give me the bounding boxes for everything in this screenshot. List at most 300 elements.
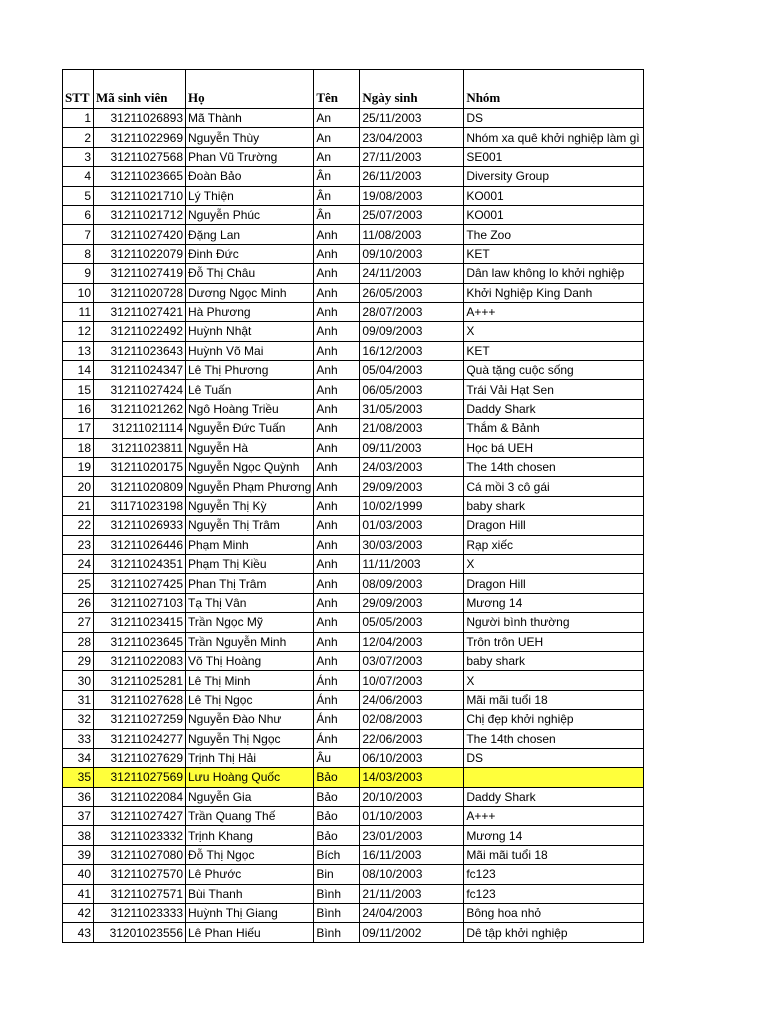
- cell-birth-date[interactable]: 27/11/2003: [360, 147, 464, 166]
- cell-birth-date[interactable]: 09/10/2003: [360, 244, 464, 263]
- cell-first-name[interactable]: Anh: [314, 632, 360, 651]
- cell-birth-date[interactable]: 21/08/2003: [360, 419, 464, 438]
- cell-first-name[interactable]: An: [314, 109, 360, 128]
- cell-first-name[interactable]: Bình: [314, 904, 360, 923]
- cell-first-name[interactable]: Anh: [314, 458, 360, 477]
- cell-last-name[interactable]: Lý Thiện: [186, 186, 314, 205]
- cell-group[interactable]: DS: [464, 748, 644, 767]
- cell-birth-date[interactable]: 16/12/2003: [360, 341, 464, 360]
- table-row[interactable]: [63, 438, 644, 457]
- cell-stt[interactable]: 5: [63, 186, 94, 205]
- cell-first-name[interactable]: An: [314, 147, 360, 166]
- cell-student-id[interactable]: 31211027629: [94, 748, 186, 767]
- cell-student-id[interactable]: 31211024347: [94, 361, 186, 380]
- cell-stt[interactable]: 31: [63, 690, 94, 709]
- cell-student-id[interactable]: 31211022079: [94, 244, 186, 263]
- table-row[interactable]: [63, 244, 644, 263]
- cell-group[interactable]: Trái Vải Hạt Sen: [464, 380, 644, 399]
- cell-last-name[interactable]: Lưu Hoàng Quốc: [186, 768, 314, 787]
- cell-stt[interactable]: 4: [63, 167, 94, 186]
- table-row[interactable]: [63, 807, 644, 826]
- cell-group[interactable]: Daddy Shark: [464, 399, 644, 418]
- cell-birth-date[interactable]: 21/11/2003: [360, 884, 464, 903]
- cell-first-name[interactable]: Anh: [314, 302, 360, 321]
- cell-group[interactable]: Mương 14: [464, 826, 644, 845]
- cell-group[interactable]: Khởi Nghiệp King Danh: [464, 283, 644, 302]
- table-row[interactable]: [63, 128, 644, 147]
- table-row[interactable]: [63, 302, 644, 321]
- table-row[interactable]: [63, 787, 644, 806]
- cell-stt[interactable]: 35: [63, 768, 94, 787]
- cell-stt[interactable]: 21: [63, 496, 94, 515]
- cell-stt[interactable]: 42: [63, 904, 94, 923]
- cell-first-name[interactable]: Ân: [314, 205, 360, 224]
- cell-stt[interactable]: 1: [63, 109, 94, 128]
- cell-birth-date[interactable]: 20/10/2003: [360, 787, 464, 806]
- cell-stt[interactable]: 7: [63, 225, 94, 244]
- cell-first-name[interactable]: Anh: [314, 574, 360, 593]
- table-row[interactable]: [63, 109, 644, 128]
- table-row[interactable]: [63, 845, 644, 864]
- cell-student-id[interactable]: 31211025281: [94, 671, 186, 690]
- cell-last-name[interactable]: Phạm Thị Kiều: [186, 554, 314, 573]
- cell-last-name[interactable]: Trịnh Thị Hải: [186, 748, 314, 767]
- cell-first-name[interactable]: Anh: [314, 554, 360, 573]
- cell-student-id[interactable]: 31201023556: [94, 923, 186, 942]
- cell-birth-date[interactable]: 08/09/2003: [360, 574, 464, 593]
- table-row[interactable]: [63, 399, 644, 418]
- cell-student-id[interactable]: 31211022084: [94, 787, 186, 806]
- cell-birth-date[interactable]: 10/02/1999: [360, 496, 464, 515]
- cell-stt[interactable]: 30: [63, 671, 94, 690]
- cell-birth-date[interactable]: 11/11/2003: [360, 554, 464, 573]
- table-row[interactable]: [63, 341, 644, 360]
- cell-student-id[interactable]: 31211027424: [94, 380, 186, 399]
- cell-stt[interactable]: 28: [63, 632, 94, 651]
- table-row[interactable]: [63, 826, 644, 845]
- cell-last-name[interactable]: Đỗ Thị Ngọc: [186, 845, 314, 864]
- cell-stt[interactable]: 14: [63, 361, 94, 380]
- cell-birth-date[interactable]: 10/07/2003: [360, 671, 464, 690]
- cell-stt[interactable]: 18: [63, 438, 94, 457]
- cell-group[interactable]: Trôn trôn UEH: [464, 632, 644, 651]
- cell-birth-date[interactable]: 26/11/2003: [360, 167, 464, 186]
- cell-birth-date[interactable]: 19/08/2003: [360, 186, 464, 205]
- cell-last-name[interactable]: Lê Thị Minh: [186, 671, 314, 690]
- cell-first-name[interactable]: Anh: [314, 341, 360, 360]
- table-row[interactable]: [63, 554, 644, 573]
- cell-group[interactable]: fc123: [464, 884, 644, 903]
- cell-group[interactable]: [464, 768, 644, 787]
- cell-first-name[interactable]: Anh: [314, 477, 360, 496]
- table-row[interactable]: [63, 322, 644, 341]
- table-row[interactable]: [63, 574, 644, 593]
- cell-stt[interactable]: 11: [63, 302, 94, 321]
- table-row[interactable]: [63, 283, 644, 302]
- cell-first-name[interactable]: Anh: [314, 419, 360, 438]
- cell-student-id[interactable]: 31211023665: [94, 167, 186, 186]
- cell-birth-date[interactable]: 09/11/2003: [360, 438, 464, 457]
- cell-last-name[interactable]: Dương Ngọc Minh: [186, 283, 314, 302]
- cell-last-name[interactable]: Lê Phước: [186, 865, 314, 884]
- cell-group[interactable]: Daddy Shark: [464, 787, 644, 806]
- cell-stt[interactable]: 2: [63, 128, 94, 147]
- cell-birth-date[interactable]: 24/06/2003: [360, 690, 464, 709]
- table-row[interactable]: [63, 264, 644, 283]
- cell-last-name[interactable]: Phan Vũ Trường: [186, 147, 314, 166]
- cell-student-id[interactable]: 31211020728: [94, 283, 186, 302]
- table-row[interactable]: [63, 904, 644, 923]
- cell-last-name[interactable]: Trần Ngọc Mỹ: [186, 613, 314, 632]
- table-row[interactable]: [63, 477, 644, 496]
- cell-stt[interactable]: 8: [63, 244, 94, 263]
- cell-first-name[interactable]: Anh: [314, 651, 360, 670]
- cell-student-id[interactable]: 31211024277: [94, 729, 186, 748]
- table-row[interactable]: [63, 225, 644, 244]
- cell-stt[interactable]: 6: [63, 205, 94, 224]
- cell-birth-date[interactable]: 23/04/2003: [360, 128, 464, 147]
- cell-first-name[interactable]: Anh: [314, 438, 360, 457]
- table-row[interactable]: [63, 923, 644, 942]
- table-row[interactable]: [63, 380, 644, 399]
- cell-last-name[interactable]: Nguyễn Phạm Phương: [186, 477, 314, 496]
- cell-first-name[interactable]: Anh: [314, 496, 360, 515]
- cell-last-name[interactable]: Lê Phan Hiếu: [186, 923, 314, 942]
- cell-stt[interactable]: 15: [63, 380, 94, 399]
- cell-first-name[interactable]: Anh: [314, 283, 360, 302]
- cell-first-name[interactable]: Bình: [314, 923, 360, 942]
- cell-group[interactable]: Dragon Hill: [464, 574, 644, 593]
- cell-last-name[interactable]: Nguyễn Thị Ngọc: [186, 729, 314, 748]
- cell-student-id[interactable]: 31211023332: [94, 826, 186, 845]
- cell-first-name[interactable]: Anh: [314, 593, 360, 612]
- cell-birth-date[interactable]: 22/06/2003: [360, 729, 464, 748]
- cell-stt[interactable]: 38: [63, 826, 94, 845]
- cell-student-id[interactable]: 31211027568: [94, 147, 186, 166]
- cell-last-name[interactable]: Đinh Đức: [186, 244, 314, 263]
- cell-stt[interactable]: 25: [63, 574, 94, 593]
- table-row[interactable]: [63, 710, 644, 729]
- cell-last-name[interactable]: Đoàn Bảo: [186, 167, 314, 186]
- table-row[interactable]: [63, 205, 644, 224]
- table-row[interactable]: [63, 535, 644, 554]
- table-row[interactable]: [63, 186, 644, 205]
- cell-student-id[interactable]: 31211020175: [94, 458, 186, 477]
- cell-student-id[interactable]: 31211021710: [94, 186, 186, 205]
- cell-last-name[interactable]: Đặng Lan: [186, 225, 314, 244]
- cell-group[interactable]: Dê tập khởi nghiệp: [464, 923, 644, 942]
- cell-group[interactable]: X: [464, 322, 644, 341]
- cell-group[interactable]: KO001: [464, 186, 644, 205]
- cell-student-id[interactable]: 31211023645: [94, 632, 186, 651]
- cell-birth-date[interactable]: 24/03/2003: [360, 458, 464, 477]
- cell-first-name[interactable]: Anh: [314, 516, 360, 535]
- cell-group[interactable]: baby shark: [464, 496, 644, 515]
- cell-first-name[interactable]: An: [314, 128, 360, 147]
- cell-student-id[interactable]: 31211027569: [94, 768, 186, 787]
- cell-first-name[interactable]: Anh: [314, 380, 360, 399]
- cell-birth-date[interactable]: 30/03/2003: [360, 535, 464, 554]
- cell-student-id[interactable]: 31211026893: [94, 109, 186, 128]
- cell-group[interactable]: Diversity Group: [464, 167, 644, 186]
- cell-group[interactable]: Rạp xiếc: [464, 535, 644, 554]
- cell-group[interactable]: X: [464, 671, 644, 690]
- cell-first-name[interactable]: Ân: [314, 186, 360, 205]
- cell-birth-date[interactable]: 12/04/2003: [360, 632, 464, 651]
- cell-student-id[interactable]: 31211027420: [94, 225, 186, 244]
- cell-student-id[interactable]: 31211027080: [94, 845, 186, 864]
- table-row[interactable]: [63, 865, 644, 884]
- table-row[interactable]: [63, 768, 644, 787]
- cell-first-name[interactable]: Anh: [314, 264, 360, 283]
- cell-last-name[interactable]: Nguyễn Thùy: [186, 128, 314, 147]
- table-row[interactable]: [63, 613, 644, 632]
- cell-first-name[interactable]: Ánh: [314, 710, 360, 729]
- cell-last-name[interactable]: Lê Thị Phương: [186, 361, 314, 380]
- cell-birth-date[interactable]: 06/10/2003: [360, 748, 464, 767]
- cell-birth-date[interactable]: 02/08/2003: [360, 710, 464, 729]
- cell-group[interactable]: Người bình thường: [464, 613, 644, 632]
- cell-first-name[interactable]: Anh: [314, 399, 360, 418]
- cell-group[interactable]: Quà tặng cuộc sống: [464, 361, 644, 380]
- cell-group[interactable]: Dragon Hill: [464, 516, 644, 535]
- cell-student-id[interactable]: 31211027570: [94, 865, 186, 884]
- cell-student-id[interactable]: 31211022083: [94, 651, 186, 670]
- cell-student-id[interactable]: 31171023198: [94, 496, 186, 515]
- cell-first-name[interactable]: Ánh: [314, 690, 360, 709]
- cell-student-id[interactable]: 31211023643: [94, 341, 186, 360]
- cell-group[interactable]: The Zoo: [464, 225, 644, 244]
- table-row[interactable]: [63, 671, 644, 690]
- cell-first-name[interactable]: Bảo: [314, 787, 360, 806]
- cell-stt[interactable]: 41: [63, 884, 94, 903]
- cell-student-id[interactable]: 31211027427: [94, 807, 186, 826]
- cell-stt[interactable]: 20: [63, 477, 94, 496]
- table-row[interactable]: [63, 419, 644, 438]
- table-row[interactable]: [63, 729, 644, 748]
- cell-stt[interactable]: 26: [63, 593, 94, 612]
- cell-last-name[interactable]: Bùi Thanh: [186, 884, 314, 903]
- cell-first-name[interactable]: Bảo: [314, 826, 360, 845]
- cell-student-id[interactable]: 31211026446: [94, 535, 186, 554]
- cell-student-id[interactable]: 31211027425: [94, 574, 186, 593]
- table-row[interactable]: [63, 748, 644, 767]
- cell-last-name[interactable]: Võ Thị Hoàng: [186, 651, 314, 670]
- cell-group[interactable]: DS: [464, 109, 644, 128]
- cell-last-name[interactable]: Đỗ Thị Châu: [186, 264, 314, 283]
- cell-first-name[interactable]: Âu: [314, 748, 360, 767]
- cell-stt[interactable]: 9: [63, 264, 94, 283]
- cell-birth-date[interactable]: 14/03/2003: [360, 768, 464, 787]
- cell-group[interactable]: Thắm & Bảnh: [464, 419, 644, 438]
- cell-group[interactable]: Dân law không lo khởi nghiệp: [464, 264, 644, 283]
- cell-birth-date[interactable]: 05/04/2003: [360, 361, 464, 380]
- cell-student-id[interactable]: 31211027259: [94, 710, 186, 729]
- cell-first-name[interactable]: Bảo: [314, 768, 360, 787]
- cell-birth-date[interactable]: 09/11/2002: [360, 923, 464, 942]
- cell-group[interactable]: Học bá UEH: [464, 438, 644, 457]
- cell-first-name[interactable]: Anh: [314, 535, 360, 554]
- cell-last-name[interactable]: Mã Thành: [186, 109, 314, 128]
- cell-first-name[interactable]: Ân: [314, 167, 360, 186]
- cell-last-name[interactable]: Nguyễn Thị Trâm: [186, 516, 314, 535]
- cell-stt[interactable]: 32: [63, 710, 94, 729]
- cell-stt[interactable]: 23: [63, 535, 94, 554]
- cell-birth-date[interactable]: 05/05/2003: [360, 613, 464, 632]
- cell-stt[interactable]: 40: [63, 865, 94, 884]
- cell-last-name[interactable]: Trần Quang Thế: [186, 807, 314, 826]
- cell-stt[interactable]: 36: [63, 787, 94, 806]
- cell-student-id[interactable]: 31211022492: [94, 322, 186, 341]
- cell-group[interactable]: Mãi mãi tuổi 18: [464, 690, 644, 709]
- cell-stt[interactable]: 17: [63, 419, 94, 438]
- cell-stt[interactable]: 39: [63, 845, 94, 864]
- cell-group[interactable]: Mãi mãi tuổi 18: [464, 845, 644, 864]
- cell-birth-date[interactable]: 11/08/2003: [360, 225, 464, 244]
- table-row[interactable]: [63, 458, 644, 477]
- cell-birth-date[interactable]: 01/03/2003: [360, 516, 464, 535]
- cell-stt[interactable]: 37: [63, 807, 94, 826]
- cell-last-name[interactable]: Nguyễn Hà: [186, 438, 314, 457]
- cell-group[interactable]: X: [464, 554, 644, 573]
- cell-last-name[interactable]: Huỳnh Võ Mai: [186, 341, 314, 360]
- cell-first-name[interactable]: Anh: [314, 225, 360, 244]
- cell-birth-date[interactable]: 24/11/2003: [360, 264, 464, 283]
- cell-stt[interactable]: 24: [63, 554, 94, 573]
- table-row[interactable]: [63, 651, 644, 670]
- cell-student-id[interactable]: 31211020809: [94, 477, 186, 496]
- cell-birth-date[interactable]: 25/11/2003: [360, 109, 464, 128]
- cell-stt[interactable]: 27: [63, 613, 94, 632]
- cell-last-name[interactable]: Ngô Hoàng Triều: [186, 399, 314, 418]
- cell-birth-date[interactable]: 25/07/2003: [360, 205, 464, 224]
- cell-birth-date[interactable]: 16/11/2003: [360, 845, 464, 864]
- cell-group[interactable]: Chị đẹp khởi nghiệp: [464, 710, 644, 729]
- cell-group[interactable]: A+++: [464, 302, 644, 321]
- cell-birth-date[interactable]: 26/05/2003: [360, 283, 464, 302]
- cell-group[interactable]: Nhóm xa quê khởi nghiệp làm gì: [464, 128, 644, 147]
- cell-first-name[interactable]: Anh: [314, 613, 360, 632]
- cell-student-id[interactable]: 31211022969: [94, 128, 186, 147]
- cell-stt[interactable]: 29: [63, 651, 94, 670]
- cell-group[interactable]: Bông hoa nhỏ: [464, 904, 644, 923]
- cell-birth-date[interactable]: 29/09/2003: [360, 593, 464, 612]
- cell-first-name[interactable]: Bảo: [314, 807, 360, 826]
- cell-last-name[interactable]: Nguyễn Đào Như: [186, 710, 314, 729]
- cell-stt[interactable]: 34: [63, 748, 94, 767]
- cell-last-name[interactable]: Nguyễn Đức Tuấn: [186, 419, 314, 438]
- cell-last-name[interactable]: Phạm Minh: [186, 535, 314, 554]
- cell-stt[interactable]: 3: [63, 147, 94, 166]
- cell-last-name[interactable]: Huỳnh Thị Giang: [186, 904, 314, 923]
- cell-stt[interactable]: 19: [63, 458, 94, 477]
- cell-student-id[interactable]: 31211021712: [94, 205, 186, 224]
- cell-last-name[interactable]: Nguyễn Ngọc Quỳnh: [186, 458, 314, 477]
- cell-group[interactable]: fc123: [464, 865, 644, 884]
- cell-student-id[interactable]: 31211023811: [94, 438, 186, 457]
- cell-stt[interactable]: 43: [63, 923, 94, 942]
- cell-first-name[interactable]: Anh: [314, 244, 360, 263]
- cell-student-id[interactable]: 31211027571: [94, 884, 186, 903]
- cell-student-id[interactable]: 31211027419: [94, 264, 186, 283]
- cell-student-id[interactable]: 31211027628: [94, 690, 186, 709]
- cell-birth-date[interactable]: 29/09/2003: [360, 477, 464, 496]
- cell-group[interactable]: SE001: [464, 147, 644, 166]
- cell-stt[interactable]: 10: [63, 283, 94, 302]
- cell-group[interactable]: A+++: [464, 807, 644, 826]
- table-row[interactable]: [63, 496, 644, 515]
- cell-birth-date[interactable]: 01/10/2003: [360, 807, 464, 826]
- table-row[interactable]: [63, 167, 644, 186]
- table-row[interactable]: [63, 884, 644, 903]
- cell-birth-date[interactable]: 08/10/2003: [360, 865, 464, 884]
- cell-birth-date[interactable]: 31/05/2003: [360, 399, 464, 418]
- cell-last-name[interactable]: Nguyễn Phúc: [186, 205, 314, 224]
- table-row[interactable]: [63, 690, 644, 709]
- cell-birth-date[interactable]: 09/09/2003: [360, 322, 464, 341]
- cell-student-id[interactable]: 31211024351: [94, 554, 186, 573]
- cell-last-name[interactable]: Tạ Thị Vân: [186, 593, 314, 612]
- cell-birth-date[interactable]: 03/07/2003: [360, 651, 464, 670]
- table-row[interactable]: [63, 516, 644, 535]
- cell-group[interactable]: Cá mồi 3 cô gái: [464, 477, 644, 496]
- cell-birth-date[interactable]: 28/07/2003: [360, 302, 464, 321]
- cell-last-name[interactable]: Hà Phương: [186, 302, 314, 321]
- cell-group[interactable]: Mương 14: [464, 593, 644, 612]
- table-row[interactable]: [63, 147, 644, 166]
- table-row[interactable]: [63, 632, 644, 651]
- cell-birth-date[interactable]: 24/04/2003: [360, 904, 464, 923]
- cell-stt[interactable]: 22: [63, 516, 94, 535]
- cell-student-id[interactable]: 31211027103: [94, 593, 186, 612]
- cell-student-id[interactable]: 31211023415: [94, 613, 186, 632]
- cell-group[interactable]: KO001: [464, 205, 644, 224]
- cell-last-name[interactable]: Trịnh Khang: [186, 826, 314, 845]
- cell-first-name[interactable]: Ánh: [314, 729, 360, 748]
- cell-first-name[interactable]: Anh: [314, 322, 360, 341]
- cell-group[interactable]: The 14th chosen: [464, 729, 644, 748]
- cell-student-id[interactable]: 31211023333: [94, 904, 186, 923]
- cell-stt[interactable]: 16: [63, 399, 94, 418]
- cell-stt[interactable]: 13: [63, 341, 94, 360]
- cell-birth-date[interactable]: 06/05/2003: [360, 380, 464, 399]
- cell-group[interactable]: baby shark: [464, 651, 644, 670]
- table-row[interactable]: [63, 361, 644, 380]
- cell-last-name[interactable]: Lê Thị Ngọc: [186, 690, 314, 709]
- cell-group[interactable]: KET: [464, 244, 644, 263]
- cell-student-id[interactable]: 31211021262: [94, 399, 186, 418]
- cell-stt[interactable]: 33: [63, 729, 94, 748]
- cell-student-id[interactable]: 31211021114: [94, 419, 186, 438]
- cell-last-name[interactable]: Nguyễn Thị Kỳ: [186, 496, 314, 515]
- cell-last-name[interactable]: Phan Thị Trâm: [186, 574, 314, 593]
- cell-group[interactable]: The 14th chosen: [464, 458, 644, 477]
- table-row[interactable]: [63, 593, 644, 612]
- cell-first-name[interactable]: Bình: [314, 884, 360, 903]
- cell-first-name[interactable]: Bích: [314, 845, 360, 864]
- cell-stt[interactable]: 12: [63, 322, 94, 341]
- cell-first-name[interactable]: Anh: [314, 361, 360, 380]
- cell-birth-date[interactable]: 23/01/2003: [360, 826, 464, 845]
- cell-student-id[interactable]: 31211027421: [94, 302, 186, 321]
- cell-last-name[interactable]: Nguyễn Gia: [186, 787, 314, 806]
- cell-last-name[interactable]: Huỳnh Nhật: [186, 322, 314, 341]
- cell-last-name[interactable]: Lê Tuấn: [186, 380, 314, 399]
- cell-group[interactable]: KET: [464, 341, 644, 360]
- cell-first-name[interactable]: Ánh: [314, 671, 360, 690]
- cell-student-id[interactable]: 31211026933: [94, 516, 186, 535]
- cell-last-name[interactable]: Trần Nguyễn Minh: [186, 632, 314, 651]
